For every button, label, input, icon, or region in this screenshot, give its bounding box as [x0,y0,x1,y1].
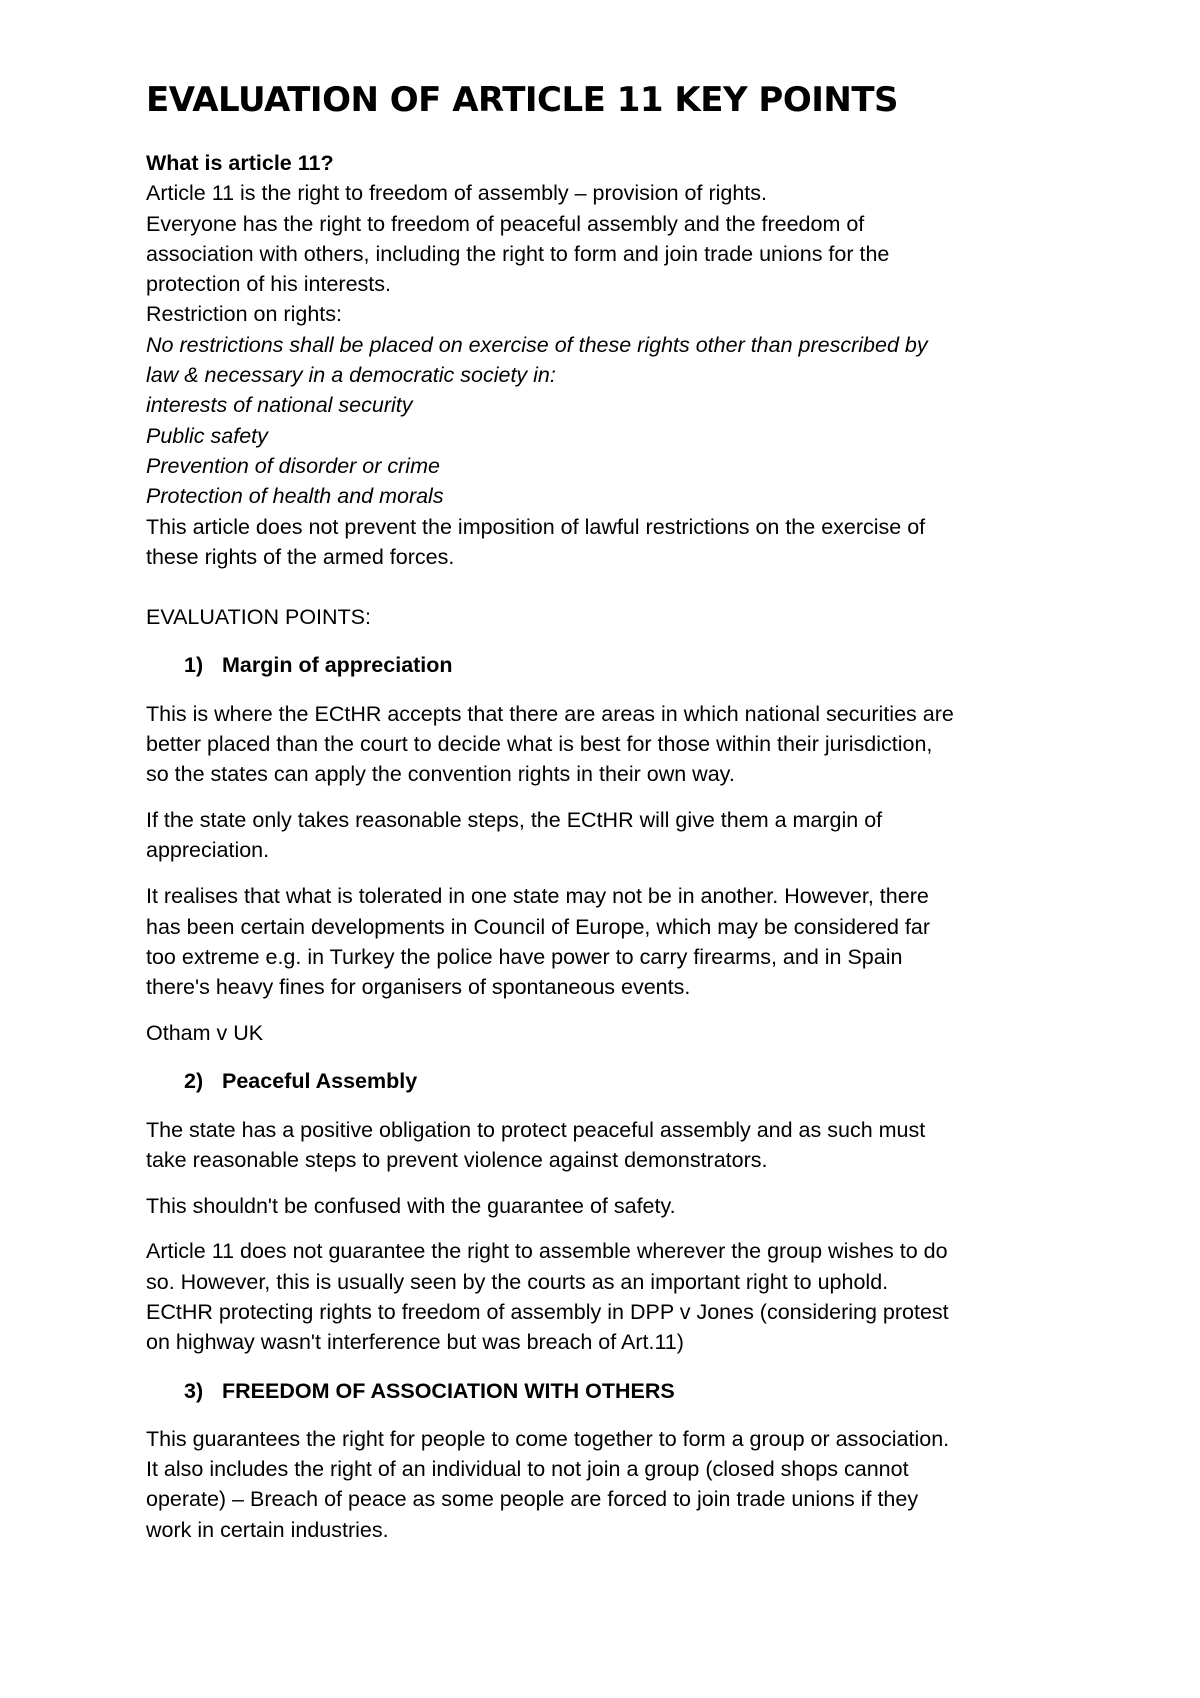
section-heading [146,1066,1086,1096]
section-title: Margin of appreciation [222,653,453,678]
paragraph [146,1236,1086,1357]
armed-forces-text: these rights of the armed forces. [146,544,455,569]
paragraph-line: so. However, this is usually seen by the courts as an important right to uphold. [146,1269,889,1294]
paragraph-line: If the state only takes reasonable steps, the ECtHR will give them a margin of [146,808,883,833]
paragraph-line: on highway wasn't interference but was breach of Art.11) [146,1330,684,1355]
paragraph-line: work in certain industries. [146,1517,389,1542]
intro-everyone-line: protection of his interests. [146,272,391,297]
restriction-text: No restrictions shall be placed on exercise of these rights other than prescribed by [146,332,928,357]
paragraph [146,805,1086,866]
paragraph-line: It also includes the right of an individual to not join a group (closed shops cannot [146,1457,909,1482]
paragraph-line: The state has a positive obligation to protect peaceful assembly and as such must [146,1117,926,1142]
intro-definition: Article 11 is the right to freedom of assembly – provision of rights. [146,181,767,206]
paragraph [146,699,1086,790]
paragraph-line: take reasonable steps to prevent violence against demonstrators. [146,1147,768,1172]
paragraph-line: appreciation. [146,838,270,863]
armed-forces-text: This article does not prevent the imposition of lawful restrictions on the exercise of [146,514,926,539]
paragraph-line: there's heavy fines for organisers of spontaneous events. [146,975,691,1000]
section-number: 1) [184,653,204,678]
evaluation-heading: EVALUATION POINTS: [146,605,371,630]
section-heading [146,1376,1086,1406]
paragraph [146,881,1086,1002]
paragraph [146,1018,1086,1048]
intro-everyone-line: Everyone has the right to freedom of peaceful assembly and the freedom of [146,211,865,236]
restriction-label: Restriction on rights: [146,302,342,327]
restriction-text: law & necessary in a democratic society in: [146,363,556,388]
section-number: 2) [184,1069,204,1094]
paragraph [146,1424,1086,1545]
paragraph [146,1115,1086,1176]
section-heading [146,650,1086,680]
intro-question: What is article 11? [146,151,334,175]
section-title: Peaceful Assembly [222,1069,418,1094]
paragraph-line: better placed than the court to decide what is best for those within their jurisdiction, [146,732,933,757]
paragraph-line: It realises that what is tolerated in one state may not be in another. However, there [146,884,929,909]
section-margin-of-appreciation [146,650,1086,1048]
intro-everyone-line: association with others, including the right to form and join trade unions for the [146,241,890,266]
document-title: EVALUATION OF ARTICLE 11 KEY POINTS [146,80,899,120]
section-number: 3) [184,1378,204,1403]
section-freedom-of-association [146,1376,1086,1545]
paragraph-line: has been certain developments in Council of Europe, which may be considered far [146,914,931,939]
case-reference: Otham v UK [146,1020,264,1045]
paragraph [146,1191,1086,1221]
section-peaceful-assembly [146,1066,1086,1357]
restriction-reason: Prevention of disorder or crime [146,453,440,478]
paragraph-line: too extreme e.g. in Turkey the police have power to carry firearms, and in Spain [146,944,903,969]
restriction-reason: Protection of health and morals [146,484,444,509]
restriction-reason: Public safety [146,423,268,448]
paragraph-line: ECtHR protecting rights to freedom of assembly in DPP v Jones (considering protest [146,1300,949,1324]
intro-section [146,148,1086,572]
paragraph-line: so the states can apply the convention rights in their own way. [146,762,735,787]
paragraph-line: This guarantees the right for people to come together to form a group or association. [146,1426,950,1451]
document-page [146,74,1086,1545]
paragraph-line: operate) – Breach of peace as some people are forced to join trade unions if they [146,1487,919,1512]
restriction-reason: interests of national security [146,393,413,418]
section-title: FREEDOM OF ASSOCIATION WITH OTHERS [222,1378,675,1403]
paragraph-line: This shouldn't be confused with the guarantee of safety. [146,1193,676,1218]
paragraph-line: This is where the ECtHR accepts that there are areas in which national securities are [146,701,954,726]
paragraph-line: Article 11 does not guarantee the right to assemble wherever the group wishes to do [146,1239,948,1264]
